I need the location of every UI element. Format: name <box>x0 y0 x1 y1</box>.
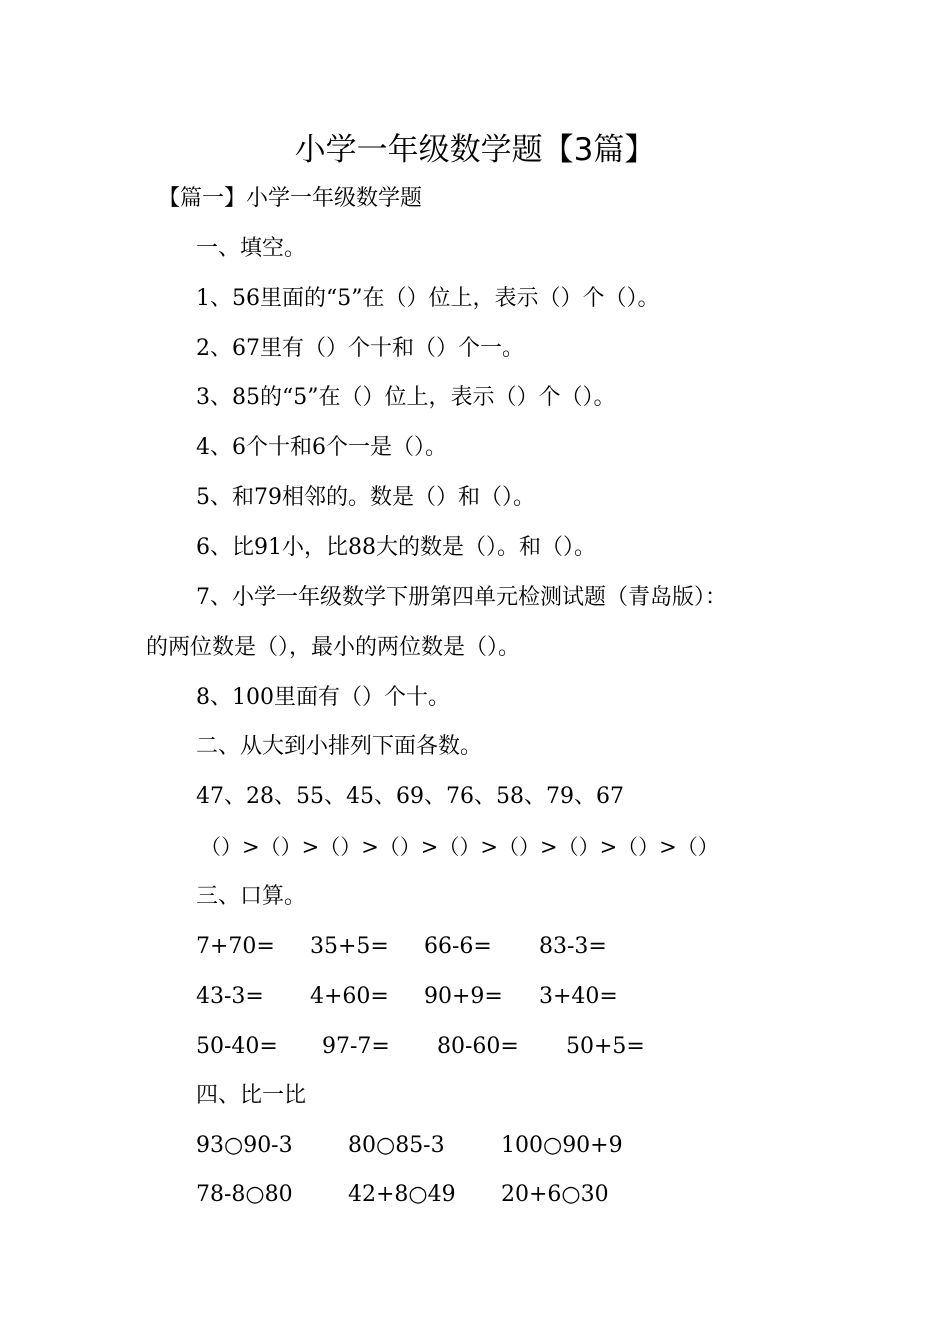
math-problem: 35+5= <box>310 934 389 959</box>
mental-math-row <box>0 929 950 965</box>
math-problem: 97-7= <box>322 1034 390 1059</box>
math-problem: 83-3= <box>539 934 607 959</box>
question-4: 4、6个十和6个一是（）。 <box>196 435 447 460</box>
section-heading-fill-blank: 一、填空。 <box>196 236 307 261</box>
section-heading-ordering: 二、从大到小排列下面各数。 <box>196 734 483 759</box>
question-2: 2、67里有（）个十和（）个一。 <box>196 336 524 361</box>
question-5: 5、和79相邻的。数是（）和（）。 <box>196 485 535 510</box>
math-problem: 66-6= <box>424 934 492 959</box>
question-1: 1、56里面的“5”在（）位上，表示（）个（）。 <box>196 286 660 311</box>
question-6: 6、比91小，比88大的数是（）。和（）。 <box>196 535 596 560</box>
compare-row <box>0 1177 950 1213</box>
question-8: 8、100里面有（）个十。 <box>196 685 450 710</box>
compare-problem: 42+8○49 <box>348 1182 456 1207</box>
compare-row <box>0 1128 950 1164</box>
ordering-blanks: （）>（）>（）>（）>（）>（）>（）>（）>（） <box>200 835 719 859</box>
compare-problem: 93○90-3 <box>196 1133 293 1158</box>
document-title: 小学一年级数学题【3篇】 <box>294 132 656 168</box>
compare-problem: 100○90+9 <box>501 1133 623 1158</box>
article-heading: 【篇一】小学一年级数学题 <box>158 186 423 211</box>
question-3: 3、85的“5”在（）位上，表示（）个（）。 <box>196 385 616 410</box>
math-problem: 3+40= <box>539 984 618 1009</box>
compare-problem: 20+6○30 <box>501 1182 609 1207</box>
compare-problem: 80○85-3 <box>348 1133 445 1158</box>
question-7-continued: 的两位数是（），最小的两位数是（）。 <box>146 635 521 660</box>
mental-math-row <box>0 979 950 1015</box>
section-heading-mental-math: 三、口算。 <box>196 884 307 909</box>
math-problem: 80-60= <box>437 1034 519 1059</box>
section-heading-compare: 四、比一比 <box>196 1083 307 1108</box>
number-list: 47、28、55、45、69、76、58、79、67 <box>196 784 624 809</box>
math-problem: 4+60= <box>310 984 389 1009</box>
math-problem: 90+9= <box>424 984 503 1009</box>
math-problem: 43-3= <box>196 984 264 1009</box>
question-7: 7、小学一年级数学下册第四单元检测试题（青岛版）： <box>196 585 727 610</box>
math-problem: 7+70= <box>196 934 275 959</box>
math-problem: 50-40= <box>196 1034 278 1059</box>
mental-math-row <box>0 1029 950 1065</box>
compare-problem: 78-8○80 <box>196 1182 293 1207</box>
math-problem: 50+5= <box>566 1034 645 1059</box>
